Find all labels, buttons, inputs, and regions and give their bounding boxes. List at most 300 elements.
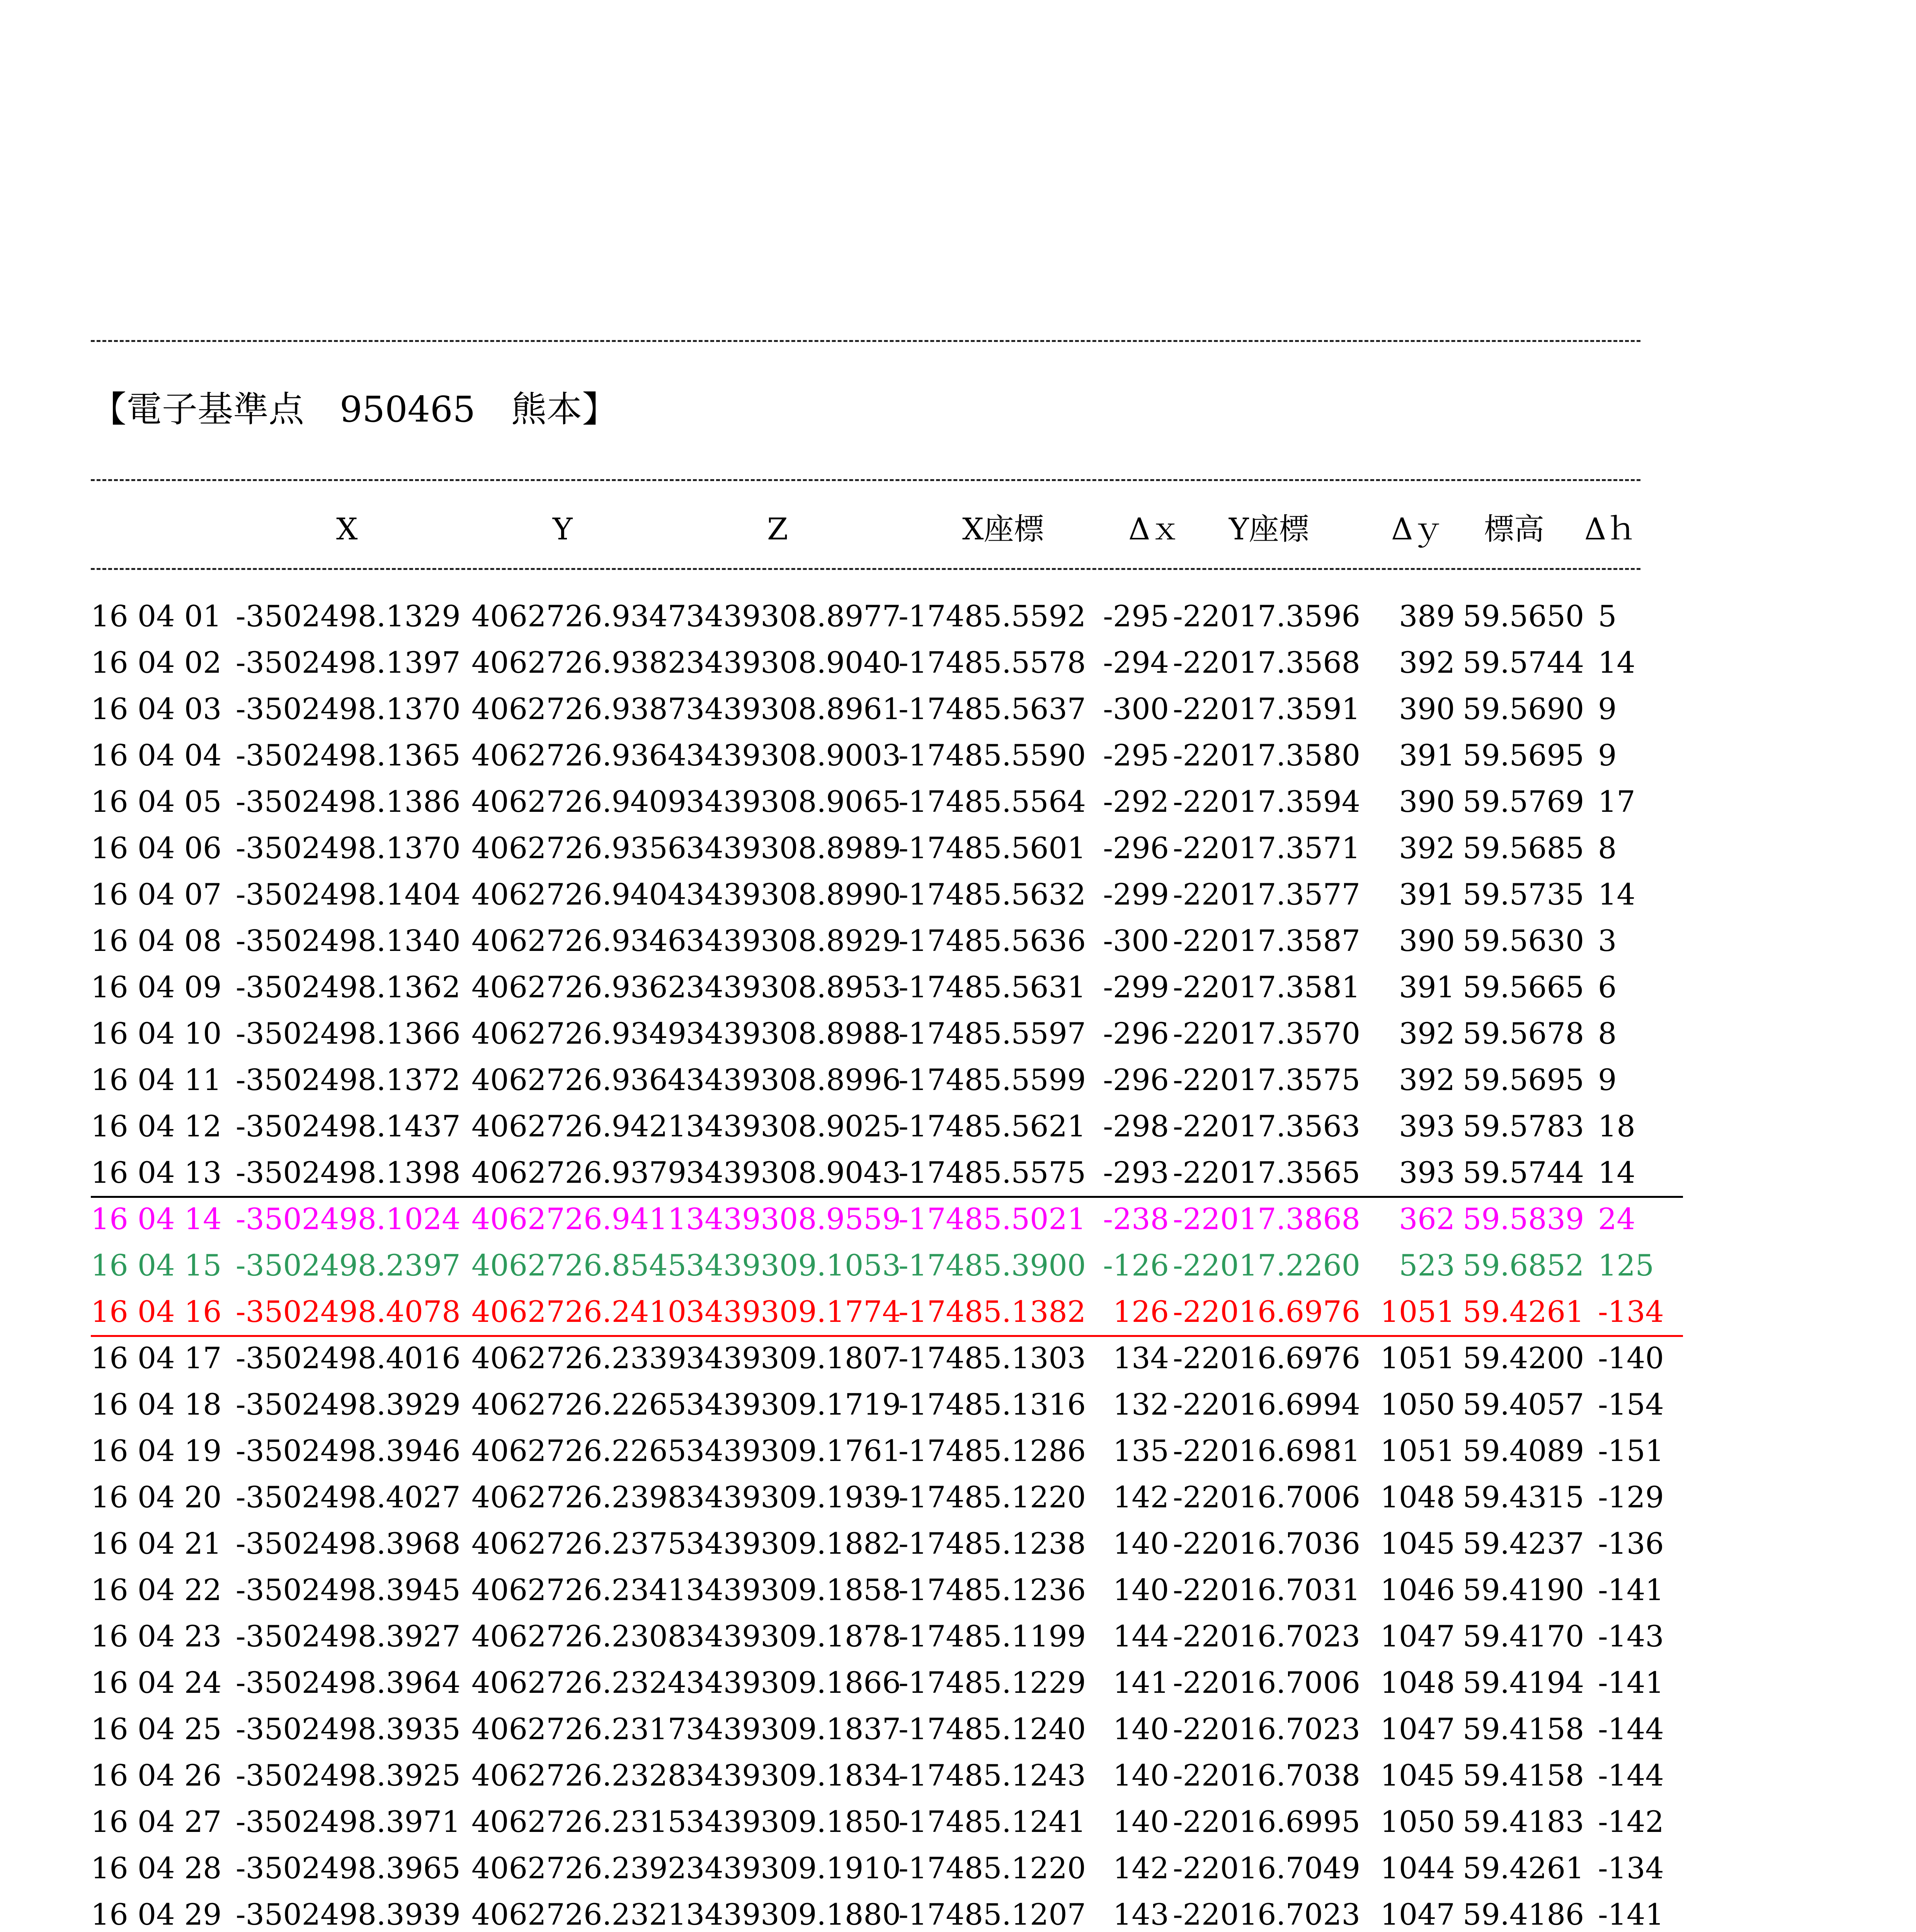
cell-dx: -300	[1103, 692, 1169, 726]
cell-yc: -22017.3563	[1173, 1109, 1361, 1143]
cell-xc: -17485.5631	[898, 970, 1086, 1004]
cell-dx: -300	[1103, 923, 1169, 958]
cell-dy: 392	[1399, 645, 1455, 680]
cell-x: -3502498.3935	[236, 1712, 461, 1746]
header-x-coord: X座標	[962, 512, 1044, 547]
table-row	[91, 779, 1683, 825]
cell-yc: -22017.3568	[1173, 645, 1361, 680]
cell-z: 3439308.8988	[686, 1016, 901, 1051]
header-bottom-divider	[91, 568, 1640, 570]
table-row	[91, 1010, 1683, 1057]
cell-dh: -136	[1598, 1526, 1664, 1561]
cell-dx: 140	[1113, 1712, 1169, 1746]
cell-dy: 1047	[1380, 1712, 1455, 1746]
cell-dy: 1045	[1380, 1758, 1455, 1793]
cell-dy: 391	[1399, 877, 1455, 912]
station-title: 【電子基準点 950465 熊本】	[91, 389, 618, 430]
cell-z: 3439308.9003	[686, 738, 901, 772]
cell-x: -3502498.3929	[236, 1387, 461, 1422]
cell-date: 16 04 13	[91, 1155, 222, 1190]
cell-z: 3439309.1850	[686, 1804, 901, 1839]
cell-yc: -22016.6981	[1173, 1434, 1361, 1468]
cell-date: 16 04 03	[91, 692, 222, 726]
cell-dx: 144	[1113, 1619, 1169, 1653]
table-row	[91, 1613, 1683, 1660]
header-y-coord: Y座標	[1229, 512, 1309, 547]
cell-dx: -126	[1103, 1248, 1169, 1282]
cell-xc: -17485.1240	[898, 1712, 1086, 1746]
cell-yc: -22016.7023	[1173, 1619, 1361, 1653]
cell-dx: 140	[1113, 1573, 1169, 1607]
table-row	[91, 639, 1683, 686]
cell-y: 4062726.2341	[471, 1573, 687, 1607]
cell-yc: -22017.3577	[1173, 877, 1361, 912]
cell-dx: -296	[1103, 831, 1169, 865]
cell-dx: -299	[1103, 970, 1169, 1004]
cell-dx: -299	[1103, 877, 1169, 912]
table-row	[91, 1474, 1683, 1520]
cell-yc: -22016.6976	[1173, 1294, 1361, 1329]
cell-x: -3502498.4016	[236, 1341, 461, 1375]
cell-dx: -238	[1103, 1202, 1169, 1236]
cell-dy: 523	[1399, 1248, 1455, 1282]
cell-dh: 9	[1598, 692, 1617, 726]
cell-dy: 1051	[1380, 1434, 1455, 1468]
cell-xc: -17485.1241	[898, 1804, 1086, 1839]
cell-h: 59.5735	[1463, 877, 1584, 912]
cell-xc: -17485.1229	[898, 1665, 1086, 1700]
cell-dh: 14	[1598, 1155, 1635, 1190]
cell-xc: -17485.1382	[898, 1294, 1086, 1329]
cell-y: 4062726.8545	[471, 1248, 687, 1282]
cell-x: -3502498.4027	[236, 1480, 461, 1514]
cell-date: 16 04 18	[91, 1387, 222, 1422]
cell-dy: 1048	[1380, 1480, 1455, 1514]
table-row	[91, 1706, 1683, 1752]
cell-date: 16 04 28	[91, 1851, 222, 1885]
cell-dh: 3	[1598, 923, 1617, 958]
cell-x: -3502498.1372	[236, 1063, 461, 1097]
cell-x: -3502498.3964	[236, 1665, 461, 1700]
cell-dx: -295	[1103, 738, 1169, 772]
cell-dy: 362	[1399, 1202, 1455, 1236]
cell-z: 3439308.8961	[686, 692, 901, 726]
cell-dx: 140	[1113, 1758, 1169, 1793]
cell-xc: -17485.1207	[898, 1897, 1086, 1932]
cell-y: 4062726.9404	[471, 877, 687, 912]
cell-xc: -17485.1303	[898, 1341, 1086, 1375]
cell-h: 59.5678	[1463, 1016, 1584, 1051]
cell-dx: 140	[1113, 1526, 1169, 1561]
cell-date: 16 04 15	[91, 1248, 222, 1282]
cell-dy: 392	[1399, 1016, 1455, 1051]
cell-yc: -22016.7038	[1173, 1758, 1361, 1793]
cell-date: 16 04 10	[91, 1016, 222, 1051]
cell-z: 3439309.1882	[686, 1526, 901, 1561]
table-row	[91, 1752, 1683, 1799]
cell-dh: -141	[1598, 1897, 1664, 1932]
cell-y: 4062726.9382	[471, 645, 687, 680]
cell-date: 16 04 29	[91, 1897, 222, 1932]
cell-date: 16 04 09	[91, 970, 222, 1004]
cell-xc: -17485.5575	[898, 1155, 1086, 1190]
table-row	[91, 1196, 1683, 1242]
cell-dx: 141	[1113, 1665, 1169, 1700]
header-dy: Δｙ	[1391, 512, 1443, 547]
cell-z: 3439308.9025	[686, 1109, 901, 1143]
table-row	[91, 686, 1683, 732]
table-row	[91, 1335, 1683, 1381]
cell-y: 4062726.9347	[471, 599, 687, 633]
cell-y: 4062726.9421	[471, 1109, 687, 1143]
header-elevation: 標高	[1484, 512, 1545, 547]
cell-xc: -17485.1220	[898, 1851, 1086, 1885]
cell-h: 59.4186	[1463, 1897, 1584, 1932]
cell-x: -3502498.3946	[236, 1434, 461, 1468]
cell-z: 3439308.9065	[686, 784, 901, 819]
cell-z: 3439308.8989	[686, 831, 901, 865]
cell-xc: -17485.1236	[898, 1573, 1086, 1607]
cell-x: -3502498.1397	[236, 645, 461, 680]
cell-z: 3439309.1719	[686, 1387, 901, 1422]
cell-y: 4062726.9349	[471, 1016, 687, 1051]
cell-yc: -22016.7036	[1173, 1526, 1361, 1561]
cell-xc: -17485.5597	[898, 1016, 1086, 1051]
cell-date: 16 04 26	[91, 1758, 222, 1793]
cell-date: 16 04 23	[91, 1619, 222, 1653]
cell-date: 16 04 04	[91, 738, 222, 772]
cell-y: 4062726.2410	[471, 1294, 687, 1329]
cell-dh: -142	[1598, 1804, 1664, 1839]
cell-h: 59.5769	[1463, 784, 1584, 819]
cell-date: 16 04 20	[91, 1480, 222, 1514]
cell-z: 3439309.1761	[686, 1434, 901, 1468]
cell-dh: -140	[1598, 1341, 1664, 1375]
cell-dy: 1047	[1380, 1619, 1455, 1653]
cell-y: 4062726.9346	[471, 923, 687, 958]
cell-dh: -144	[1598, 1712, 1664, 1746]
cell-z: 3439309.1910	[686, 1851, 901, 1885]
cell-dy: 389	[1399, 599, 1455, 633]
cell-dh: 14	[1598, 645, 1635, 680]
cell-yc: -22016.7049	[1173, 1851, 1361, 1885]
cell-dx: 135	[1113, 1434, 1169, 1468]
table-row	[91, 964, 1683, 1010]
cell-dh: 8	[1598, 1016, 1617, 1051]
cell-dy: 390	[1399, 923, 1455, 958]
cell-yc: -22017.3596	[1173, 599, 1361, 633]
cell-date: 16 04 22	[91, 1573, 222, 1607]
cell-dh: -134	[1598, 1294, 1664, 1329]
cell-xc: -17485.5621	[898, 1109, 1086, 1143]
cell-dy: 1050	[1380, 1804, 1455, 1839]
cell-h: 59.5783	[1463, 1109, 1584, 1143]
header-z: Z	[767, 512, 788, 547]
table-row	[91, 1428, 1683, 1474]
cell-dx: -292	[1103, 784, 1169, 819]
cell-z: 3439308.9043	[686, 1155, 901, 1190]
table-row	[91, 1799, 1683, 1845]
cell-z: 3439308.8977	[686, 599, 901, 633]
cell-z: 3439308.9559	[686, 1202, 901, 1236]
cell-dy: 1046	[1380, 1573, 1455, 1607]
cell-z: 3439308.8990	[686, 877, 901, 912]
cell-y: 4062726.2392	[471, 1851, 687, 1885]
cell-y: 4062726.2265	[471, 1387, 687, 1422]
cell-x: -3502498.1366	[236, 1016, 461, 1051]
cell-dx: -294	[1103, 645, 1169, 680]
cell-h: 59.4200	[1463, 1341, 1584, 1375]
cell-z: 3439309.1878	[686, 1619, 901, 1653]
cell-x: -3502498.4078	[236, 1294, 461, 1329]
cell-yc: -22017.3580	[1173, 738, 1361, 772]
table-row	[91, 1845, 1683, 1891]
table-row	[91, 1891, 1683, 1932]
cell-yc: -22017.3587	[1173, 923, 1361, 958]
cell-xc: -17485.1286	[898, 1434, 1086, 1468]
table-row	[91, 825, 1683, 871]
cell-z: 3439308.8996	[686, 1063, 901, 1097]
cell-z: 3439309.1053	[686, 1248, 901, 1282]
cell-y: 4062726.9356	[471, 831, 687, 865]
cell-h: 59.5685	[1463, 831, 1584, 865]
table-row	[91, 1289, 1683, 1337]
cell-xc: -17485.5590	[898, 738, 1086, 772]
cell-dh: 24	[1598, 1202, 1635, 1236]
top-divider	[91, 340, 1640, 342]
cell-y: 4062726.2375	[471, 1526, 687, 1561]
cell-yc: -22017.2260	[1173, 1248, 1361, 1282]
cell-h: 59.4183	[1463, 1804, 1584, 1839]
cell-x: -3502498.3927	[236, 1619, 461, 1653]
cell-h: 59.5630	[1463, 923, 1584, 958]
cell-dh: 9	[1598, 1063, 1617, 1097]
cell-dy: 1050	[1380, 1387, 1455, 1422]
cell-yc: -22016.7006	[1173, 1665, 1361, 1700]
cell-x: -3502498.1340	[236, 923, 461, 958]
cell-yc: -22017.3594	[1173, 784, 1361, 819]
cell-date: 16 04 16	[91, 1294, 222, 1329]
cell-yc: -22017.3565	[1173, 1155, 1361, 1190]
cell-h: 59.4237	[1463, 1526, 1584, 1561]
cell-dy: 390	[1399, 692, 1455, 726]
header-dx: Δｘ	[1128, 512, 1181, 547]
cell-z: 3439309.1807	[686, 1341, 901, 1375]
header-x: X	[336, 512, 358, 547]
table-row	[91, 1150, 1683, 1198]
cell-xc: -17485.5564	[898, 784, 1086, 819]
cell-dy: 1047	[1380, 1897, 1455, 1932]
cell-y: 4062726.9411	[471, 1202, 687, 1236]
cell-xc: -17485.3900	[898, 1248, 1086, 1282]
cell-yc: -22016.7006	[1173, 1480, 1361, 1514]
table-row	[91, 1520, 1683, 1567]
cell-z: 3439309.1866	[686, 1665, 901, 1700]
cell-dx: 142	[1113, 1851, 1169, 1885]
cell-yc: -22017.3581	[1173, 970, 1361, 1004]
table-row	[91, 1103, 1683, 1150]
cell-z: 3439309.1774	[686, 1294, 901, 1329]
cell-dh: -141	[1598, 1573, 1664, 1607]
cell-dh: -143	[1598, 1619, 1664, 1653]
cell-dy: 390	[1399, 784, 1455, 819]
cell-dh: 9	[1598, 738, 1617, 772]
cell-dx: 132	[1113, 1387, 1169, 1422]
cell-xc: -17485.1199	[898, 1619, 1086, 1653]
cell-x: -3502498.3939	[236, 1897, 461, 1932]
table-row	[91, 593, 1683, 639]
cell-dh: 14	[1598, 877, 1635, 912]
table-row	[91, 732, 1683, 779]
cell-x: -3502498.1386	[236, 784, 461, 819]
cell-y: 4062726.2339	[471, 1341, 687, 1375]
cell-h: 59.5665	[1463, 970, 1584, 1004]
cell-xc: -17485.1243	[898, 1758, 1086, 1793]
cell-x: -3502498.2397	[236, 1248, 461, 1282]
cell-x: -3502498.1362	[236, 970, 461, 1004]
cell-h: 59.5695	[1463, 1063, 1584, 1097]
cell-x: -3502498.3968	[236, 1526, 461, 1561]
cell-dy: 392	[1399, 831, 1455, 865]
cell-z: 3439309.1939	[686, 1480, 901, 1514]
cell-dh: 8	[1598, 831, 1617, 865]
cell-dx: 126	[1113, 1294, 1169, 1329]
cell-h: 59.4057	[1463, 1387, 1584, 1422]
cell-x: -3502498.1024	[236, 1202, 461, 1236]
cell-h: 59.4158	[1463, 1758, 1584, 1793]
cell-yc: -22016.6994	[1173, 1387, 1361, 1422]
cell-h: 59.5839	[1463, 1202, 1584, 1236]
cell-dh: 18	[1598, 1109, 1635, 1143]
cell-z: 3439308.8953	[686, 970, 901, 1004]
cell-x: -3502498.3971	[236, 1804, 461, 1839]
cell-y: 4062726.2308	[471, 1619, 687, 1653]
cell-y: 4062726.9387	[471, 692, 687, 726]
table-row	[91, 918, 1683, 964]
cell-z: 3439309.1858	[686, 1573, 901, 1607]
cell-date: 16 04 17	[91, 1341, 222, 1375]
cell-date: 16 04 21	[91, 1526, 222, 1561]
cell-date: 16 04 05	[91, 784, 222, 819]
cell-dh: 125	[1598, 1248, 1654, 1282]
cell-x: -3502498.1370	[236, 831, 461, 865]
cell-y: 4062726.9364	[471, 1063, 687, 1097]
cell-xc: -17485.1238	[898, 1526, 1086, 1561]
cell-x: -3502498.1329	[236, 599, 461, 633]
cell-dh: -151	[1598, 1434, 1664, 1468]
cell-yc: -22017.3591	[1173, 692, 1361, 726]
cell-y: 4062726.9362	[471, 970, 687, 1004]
cell-dh: -134	[1598, 1851, 1664, 1885]
cell-y: 4062726.2324	[471, 1665, 687, 1700]
cell-dy: 392	[1399, 1063, 1455, 1097]
table-row	[91, 1660, 1683, 1706]
cell-date: 16 04 01	[91, 599, 222, 633]
table-row	[91, 1057, 1683, 1103]
cell-h: 59.4194	[1463, 1665, 1584, 1700]
cell-yc: -22016.7023	[1173, 1897, 1361, 1932]
cell-yc: -22017.3571	[1173, 831, 1361, 865]
cell-xc: -17485.5632	[898, 877, 1086, 912]
table-row	[91, 1381, 1683, 1428]
cell-h: 59.5744	[1463, 645, 1584, 680]
cell-y: 4062726.2315	[471, 1804, 687, 1839]
cell-xc: -17485.5599	[898, 1063, 1086, 1097]
table-row	[91, 1567, 1683, 1613]
cell-h: 59.4261	[1463, 1851, 1584, 1885]
cell-yc: -22016.7031	[1173, 1573, 1361, 1607]
cell-date: 16 04 14	[91, 1202, 222, 1236]
cell-xc: -17485.5637	[898, 692, 1086, 726]
header-y: Y	[553, 512, 573, 547]
cell-yc: -22017.3868	[1173, 1202, 1361, 1236]
cell-dh: -154	[1598, 1387, 1664, 1422]
cell-dh: 6	[1598, 970, 1617, 1004]
cell-y: 4062726.2321	[471, 1897, 687, 1932]
cell-y: 4062726.2265	[471, 1434, 687, 1468]
cell-date: 16 04 11	[91, 1063, 222, 1097]
cell-date: 16 04 07	[91, 877, 222, 912]
header-dh: Δｈ	[1584, 512, 1637, 547]
cell-x: -3502498.3945	[236, 1573, 461, 1607]
cell-xc: -17485.5636	[898, 923, 1086, 958]
cell-dy: 1044	[1380, 1851, 1455, 1885]
cell-z: 3439309.1880	[686, 1897, 901, 1932]
cell-date: 16 04 24	[91, 1665, 222, 1700]
cell-h: 59.5744	[1463, 1155, 1584, 1190]
cell-date: 16 04 27	[91, 1804, 222, 1839]
cell-h: 59.4158	[1463, 1712, 1584, 1746]
cell-yc: -22017.3575	[1173, 1063, 1361, 1097]
cell-dx: 134	[1113, 1341, 1169, 1375]
cell-dx: -296	[1103, 1063, 1169, 1097]
cell-yc: -22017.3570	[1173, 1016, 1361, 1051]
cell-date: 16 04 08	[91, 923, 222, 958]
cell-dh: -144	[1598, 1758, 1664, 1793]
cell-yc: -22016.7023	[1173, 1712, 1361, 1746]
cell-h: 59.4315	[1463, 1480, 1584, 1514]
cell-date: 16 04 02	[91, 645, 222, 680]
cell-h: 59.5695	[1463, 738, 1584, 772]
cell-x: -3502498.3925	[236, 1758, 461, 1793]
cell-dy: 391	[1399, 738, 1455, 772]
cell-z: 3439309.1837	[686, 1712, 901, 1746]
cell-h: 59.6852	[1463, 1248, 1584, 1282]
cell-y: 4062726.9364	[471, 738, 687, 772]
cell-z: 3439309.1834	[686, 1758, 901, 1793]
cell-dh: -129	[1598, 1480, 1664, 1514]
header-top-divider	[91, 479, 1640, 481]
cell-xc: -17485.1316	[898, 1387, 1086, 1422]
cell-dy: 393	[1399, 1109, 1455, 1143]
cell-yc: -22016.6995	[1173, 1804, 1361, 1839]
cell-y: 4062726.9409	[471, 784, 687, 819]
table-row	[91, 1242, 1683, 1289]
cell-dx: 143	[1113, 1897, 1169, 1932]
cell-dh: -141	[1598, 1665, 1664, 1700]
cell-h: 59.5650	[1463, 599, 1584, 633]
cell-y: 4062726.9379	[471, 1155, 687, 1190]
cell-dy: 391	[1399, 970, 1455, 1004]
cell-dy: 1051	[1380, 1341, 1455, 1375]
cell-dx: -296	[1103, 1016, 1169, 1051]
cell-date: 16 04 12	[91, 1109, 222, 1143]
cell-h: 59.5690	[1463, 692, 1584, 726]
cell-y: 4062726.2328	[471, 1758, 687, 1793]
cell-xc: -17485.5021	[898, 1202, 1086, 1236]
cell-x: -3502498.3965	[236, 1851, 461, 1885]
cell-h: 59.4170	[1463, 1619, 1584, 1653]
